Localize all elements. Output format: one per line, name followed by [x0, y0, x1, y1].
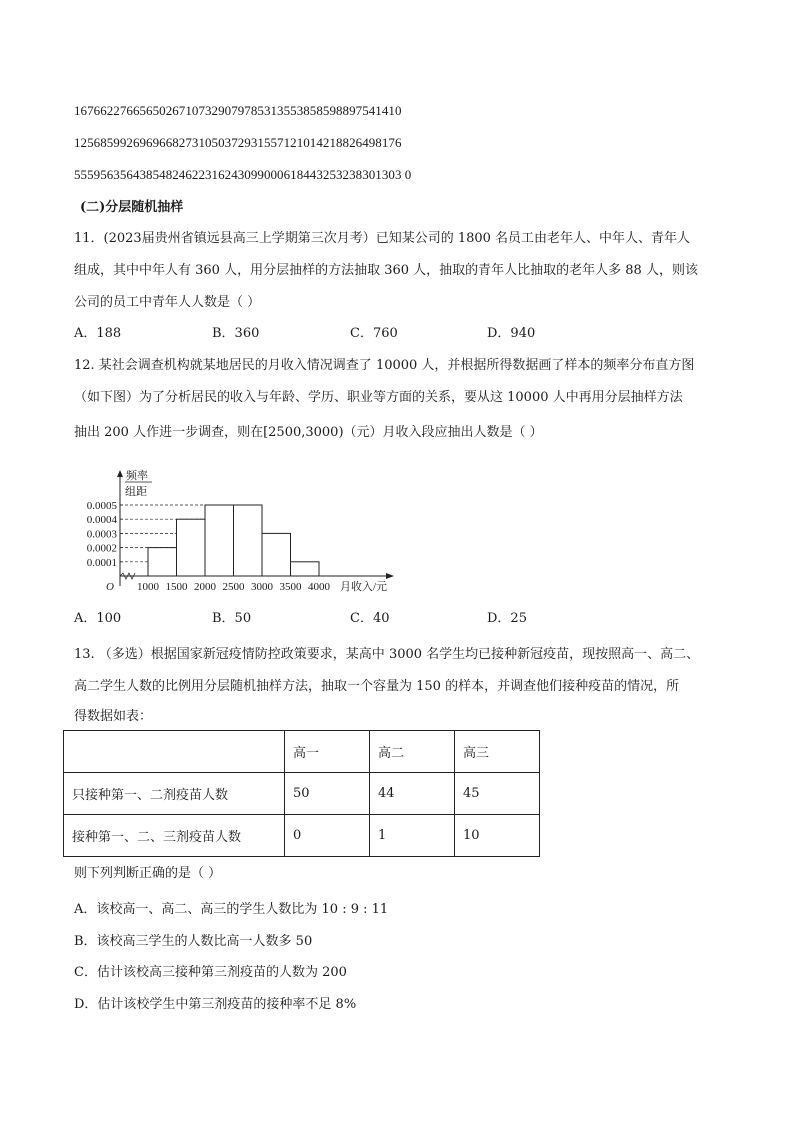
q13-option-c[interactable]: C．估计该校高三接种第三剂疫苗的人数为 200: [74, 965, 347, 980]
table-header-cell: [64, 731, 285, 773]
table-row: [64, 815, 540, 857]
q11-option-c[interactable]: C．760: [350, 326, 398, 341]
q12-option-a[interactable]: A．100: [74, 611, 122, 626]
q11-option-b[interactable]: B．360: [212, 326, 260, 341]
table-cell: 只接种第一、二剂疫苗人数: [64, 773, 285, 815]
q11-stem-line-3: 公司的员工中青年人人数是（ ）: [74, 295, 261, 310]
vaccine-data-table: [63, 730, 540, 857]
q12-stem-line-1: 12. 某社会调查机构就某地居民的月收入情况调查了 10000 人，并根据所得数据画了样本的频率分布直方图: [74, 358, 695, 373]
x-tick-label: 1000: [137, 581, 159, 593]
section-title: (二)分层随机抽样: [80, 200, 184, 215]
q13-option-b[interactable]: B．该校高三学生的人数比高一人数多 50: [74, 934, 313, 949]
table-header-cell: 高二: [370, 731, 455, 773]
q11-stem-line-1: 11．(2023届贵州省镇远县高三上学期第三次月考）已知某公司的 1800 名员工由老年人、中年人、青年人: [74, 231, 691, 246]
table-cell: 接种第一、二、三剂疫苗人数: [64, 815, 285, 857]
origin-label: O: [106, 581, 114, 593]
histogram-bar: [291, 562, 320, 576]
table-header-cell: 高一: [285, 731, 370, 773]
q12-option-d[interactable]: D．25: [487, 611, 527, 626]
q12-option-b[interactable]: B．50: [212, 611, 252, 626]
histogram-bar: [177, 519, 206, 576]
y-tick-label: 0.0005: [86, 500, 117, 512]
x-tick-label: 2500: [222, 581, 245, 593]
table-row: [64, 773, 540, 815]
random-digits-row-2: 12568599269696682731050372931557121014218826498176: [74, 135, 402, 150]
y-tick-label: 0.0004: [86, 514, 117, 527]
random-digits-row-1: 16766227665650267107329079785313553858598897541410: [74, 103, 402, 118]
table-cell: 10: [455, 815, 540, 857]
random-digits-row-3: 55595635643854824622316243099000618443253238301303 0: [74, 167, 412, 182]
x-tick-label: 3500: [279, 581, 302, 593]
y-axis-label-top: 频率: [126, 470, 148, 482]
q13-option-d[interactable]: D．估计该校学生中第三剂疫苗的接种率不足 8%: [74, 997, 357, 1012]
q12-stem-line-2: （如下图）为了分析居民的收入与年龄、学历、职业等方面的关系，要从这 10000 人中再用分层抽样方法: [74, 390, 683, 405]
q11-option-a[interactable]: A．188: [74, 326, 122, 341]
q13-stem-end: 则下列判断正确的是（ ）: [74, 866, 222, 881]
frequency-histogram: [70, 468, 410, 598]
table-cell: 0: [285, 815, 370, 857]
table-cell: 50: [285, 773, 370, 815]
table-header-cell: 高三: [455, 731, 540, 773]
q13-stem-line-1: 13. （多选）根据国家新冠疫情防控政策要求，某高中 3000 名学生均已接种新冠疫苗，现按照高一、高二、: [74, 647, 700, 662]
q13-stem-line-2: 高二学生人数的比例用分层随机抽样方法，抽取一个容量为 150 的样本，并调查他们接种疫苗的情况，所: [74, 679, 680, 694]
y-axis-label-bottom: 组距: [125, 486, 147, 498]
y-axis-arrow: [117, 470, 123, 477]
table-cell: 1: [370, 815, 455, 857]
q11-option-d[interactable]: D．940: [487, 326, 536, 341]
q13-option-a[interactable]: A．该校高一、高二、高三的学生人数比为 10 : 9 : 11: [74, 902, 389, 917]
table-cell: 44: [370, 773, 455, 815]
y-tick-label: 0.0001: [86, 556, 117, 569]
histogram-bar: [205, 505, 234, 576]
q11-stem-line-2: 组成，其中中年人有 360 人，用分层抽样的方法抽取 360 人，抽取的青年人比抽取的老年人多 88 人，则该: [74, 263, 698, 278]
x-tick-label: 2000: [194, 581, 216, 593]
y-tick-label: 0.0003: [86, 528, 117, 541]
table-header-row: [64, 731, 540, 773]
x-tick-label: 1500: [165, 581, 188, 593]
q12-stem-line-3: 抽出 200 人作进一步调查，则在[2500,3000)（元）月收入段应抽出人数是（ ）: [74, 425, 543, 440]
x-axis-label: 月收入/元: [340, 581, 388, 593]
table-cell: 45: [455, 773, 540, 815]
q12-option-c[interactable]: C．40: [350, 611, 390, 626]
x-axis-arrow: [386, 573, 394, 579]
histogram-bar: [262, 533, 291, 576]
q13-stem-line-3: 得数据如表：: [74, 709, 153, 724]
x-tick-label: 4000: [308, 581, 330, 593]
x-tick-label: 3000: [251, 581, 273, 593]
histogram-bar: [234, 505, 263, 576]
histogram-bar: [148, 548, 177, 576]
y-tick-label: 0.0002: [86, 542, 117, 555]
